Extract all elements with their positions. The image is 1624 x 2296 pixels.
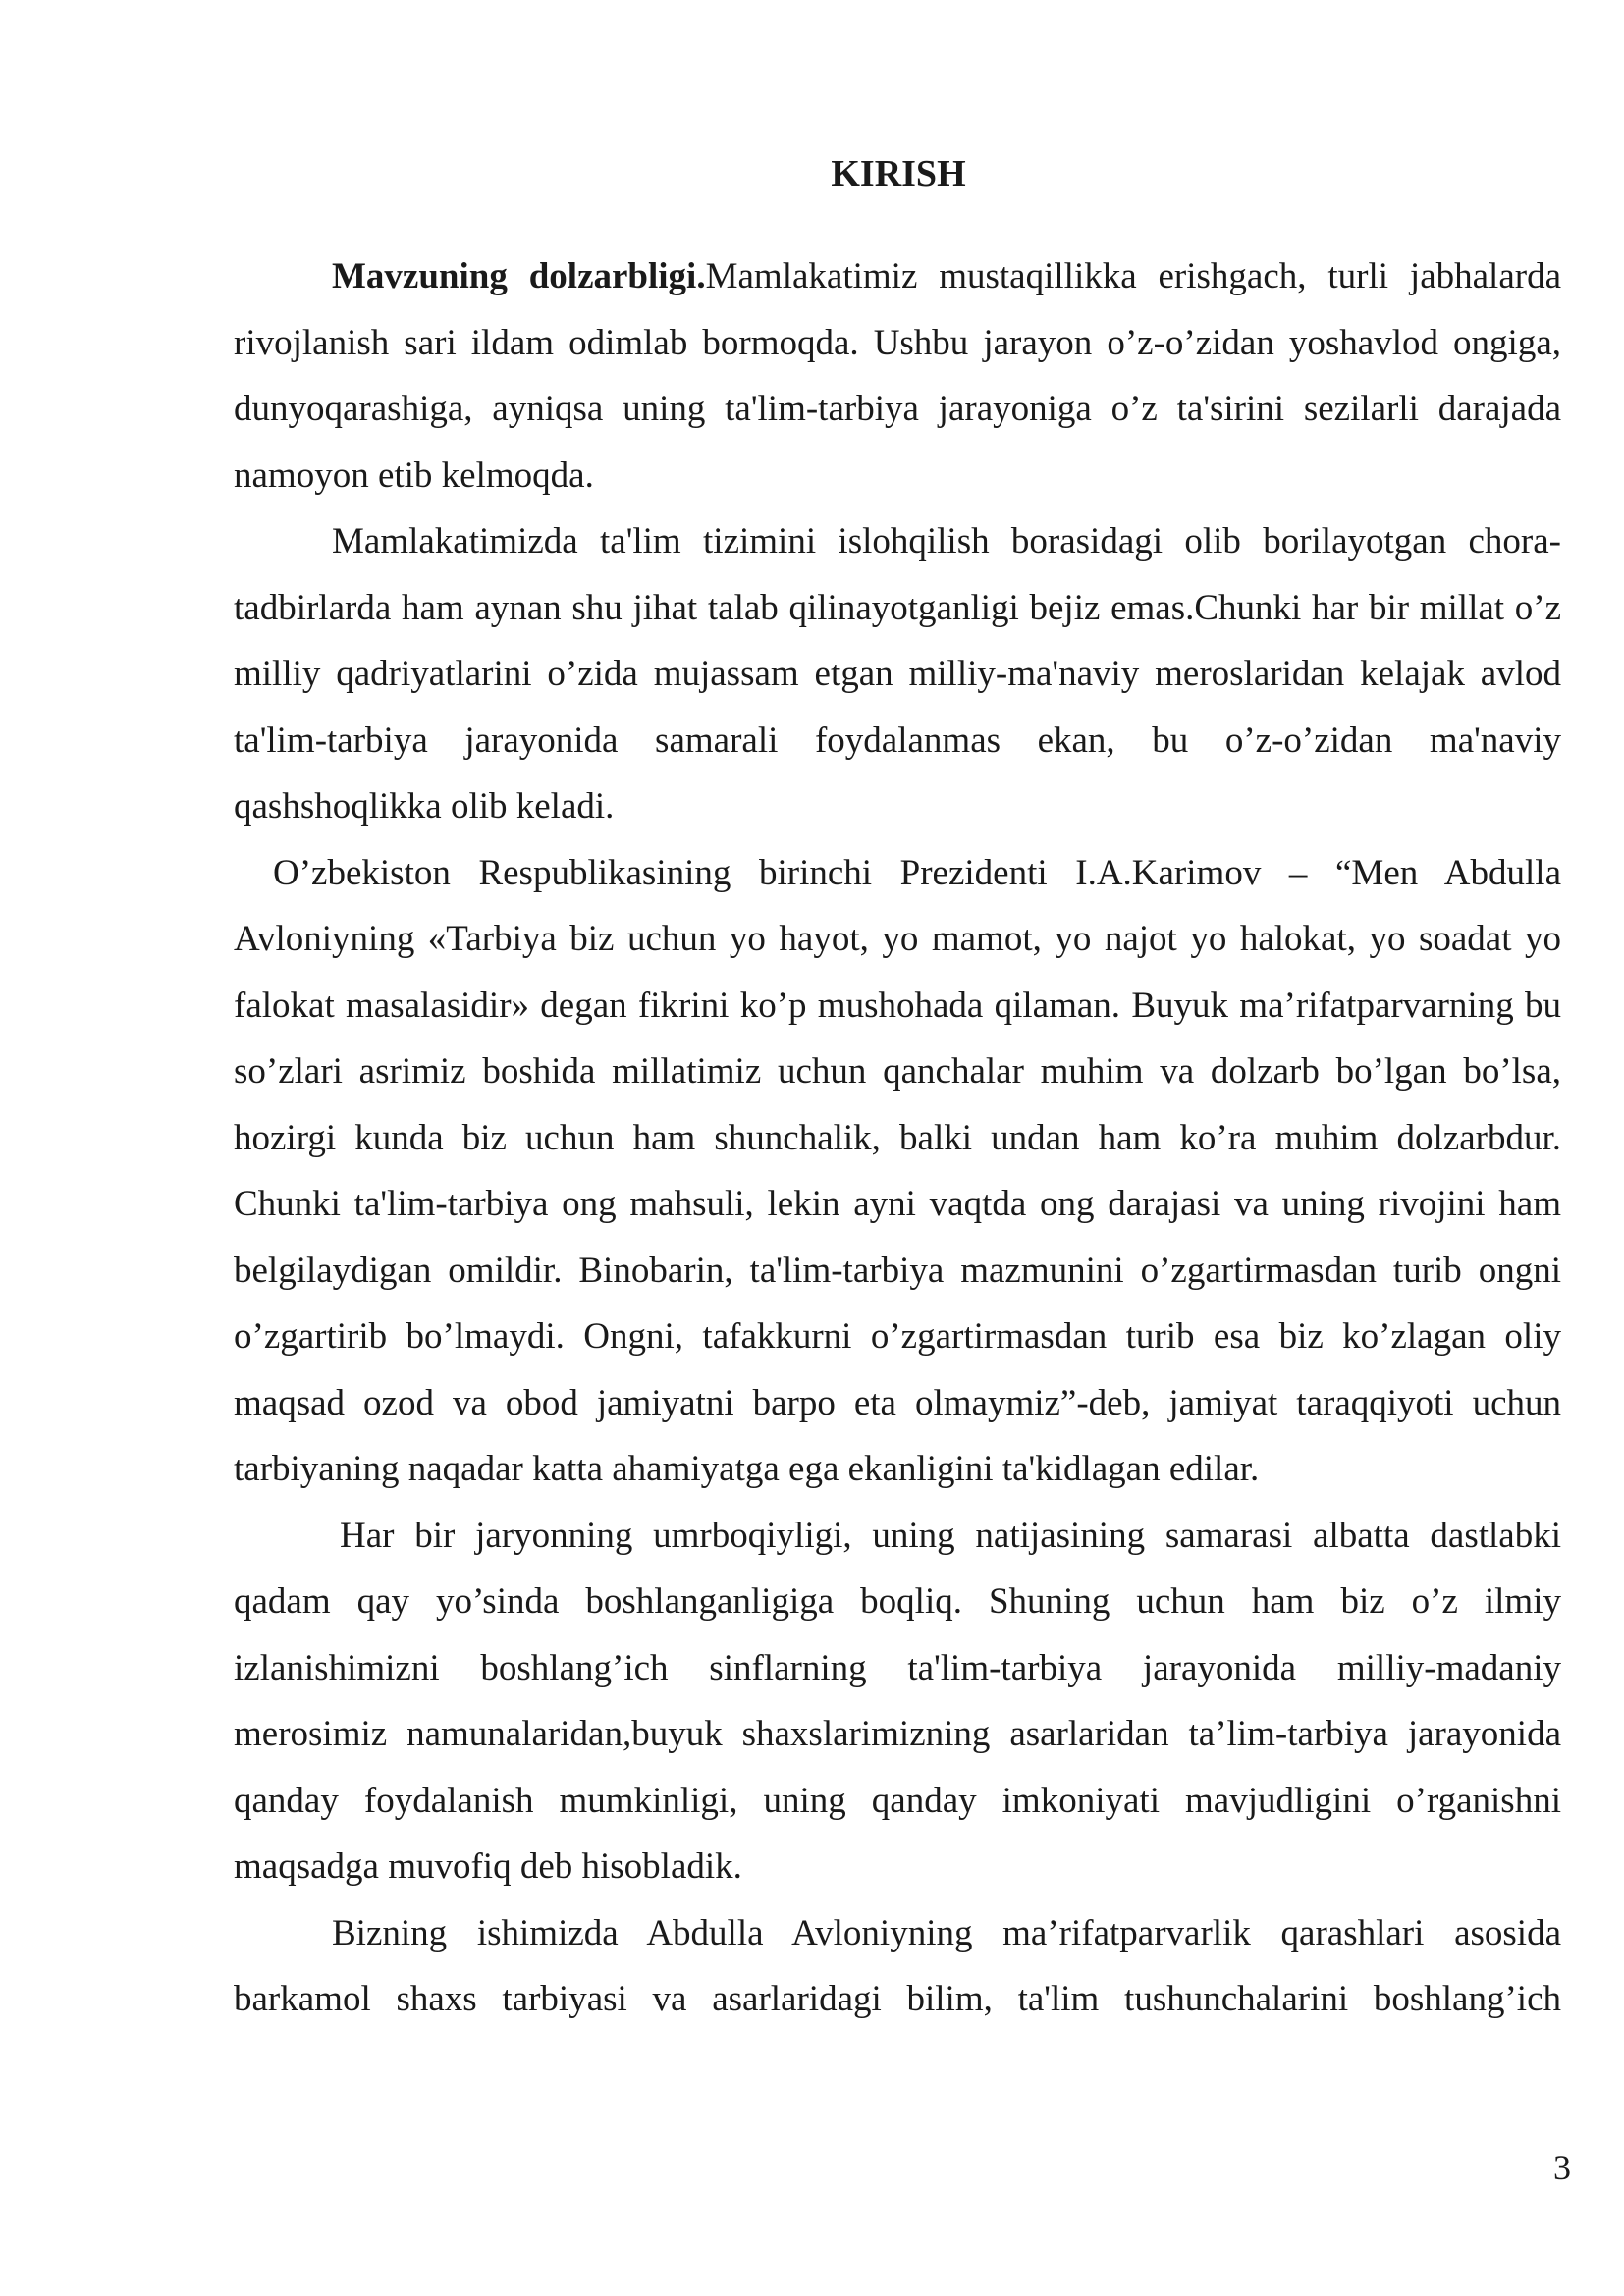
paragraph-work-scope: Bizning ishimizda Abdulla Avloniyning ma’rifatparvarlik qarashlari asosida barkamol shaxs tarbiyasi va asarlaridagi bilim, ta'lim tushunchalarini boshlang’ich	[234, 1912, 1561, 2019]
paragraph-lead-label: Mavzuning dolzarbligi.	[332, 256, 706, 296]
paragraph-president-quote: O’zbekiston Respublikasining birinchi Prezidenti I.A.Karimov – “Men Abdulla Avloniyning «Tarbiya biz uchun yo hayot, yo mamot, yo najot yo halokat, yo soadat yo falokat masalasidir» degan fikrini ko’p mushohada qilaman. Buyuk ma’rifatparvarning bu so’zlari asrimiz boshida millatimiz uchun qanchalar muhim va dolzarb bo’lgan bo’lsa, hozirgi kunda biz uchun ham shunchalik, balki undan ham ko’ra muhim dolzarbdur. Chunki ta'lim-tarbiya ong mahsuli, lekin ayni vaqtda ong darajasi va uning rivojini ham belgilaydigan omildir. Binobarin, ta'lim-tarbiya mazmunini o’zgartirmasdan turib ongni o’zgartirib bo’lmaydi. Ongni, tafakkurni o’zgartirmasdan turib esa biz ko’zlagan oliy maqsad ozod va obod jamiyatni barpo eta olmaymiz”-deb, jamiyat taraqqiyoti uchun tarbiyaning naqadar katta ahamiyatga ega ekanligini ta'kidlagan edilar.	[234, 852, 1561, 1489]
paragraph-text: Mamlakatimiz mustaqillikka erishgach, turli jabhalarda rivojlanish sari ildam odimlab bormoqda. Ushbu jarayon o’z-o’zidan yoshavlod ongiga, dunyoqarashiga, ayniqsa uning ta'lim-tarbiya jarayoniga o’z ta'sirini sezilarli darajada namoyon etib kelmoqda.	[234, 256, 1561, 496]
page-heading: KIRISH	[831, 153, 966, 194]
page-number: 3	[1553, 2148, 1571, 2187]
paragraph-research-purpose: Har bir jaryonning umrboqiyligi, uning natijasining samarasi albatta dastlabki qadam qay yo’sinda boshlanganligiga boqliq. Shuning uchun ham biz o’z ilmiy izlanishimizni boshlang’ich sinflarning ta'lim-tarbiya jarayonida milliy-madaniy merosimiz namunalaridan,buyuk shaxslarimizning asarlaridan ta’lim-tarbiya jarayonida qanday foydalanish mumkinligi, uning qanday imkoniyati mavjudligini o’rganishni maqsadga muvofiq deb hisobladik.	[234, 1515, 1561, 1887]
paragraph-relevance	[234, 243, 1561, 508]
paragraph-education-reform: Mamlakatimizda ta'lim tizimini islohqilish borasidagi olib borilayotgan chora-tadbirlarda ham aynan shu jihat talab qilinayotganligi bejiz emas.Chunki har bir millat o’z milliy qadriyatlarini o’zida mujassam etgan milliy-ma'naviy meroslaridan kelajak avlod ta'lim-tarbiya jarayonida samarali foydalanmas ekan, bu o’z-o’zidan ma'naviy qashshoqlikka olib keladi.	[234, 521, 1561, 827]
body-text	[234, 243, 1561, 2033]
